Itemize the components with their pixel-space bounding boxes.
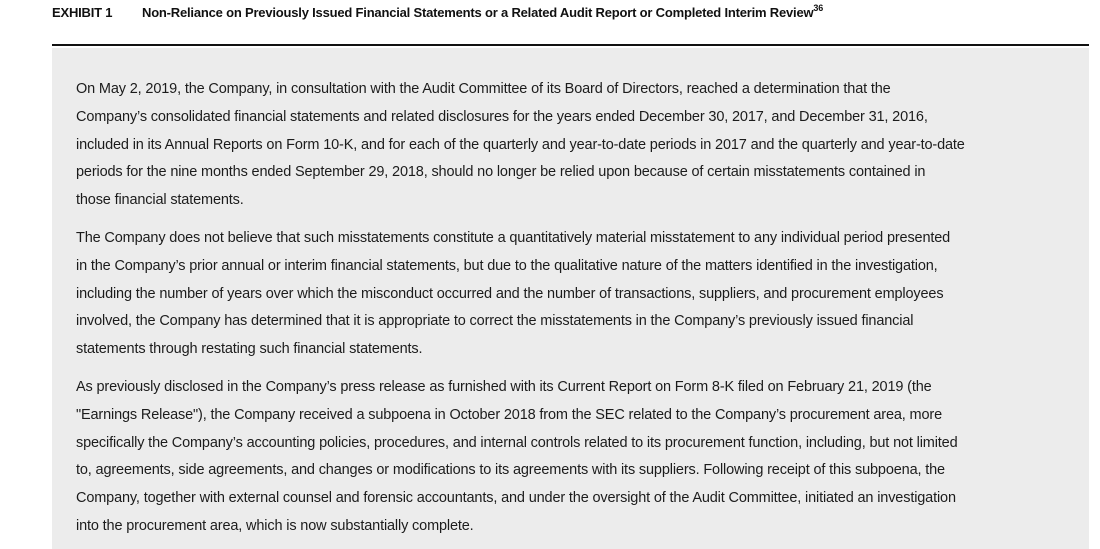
paragraph-line: those financial statements. xyxy=(76,192,244,209)
paragraph-line: "Earnings Release"), the Company received a subpoena in October 2018 from the SEC related to the Company’s procurement area, more xyxy=(76,406,942,423)
paragraph-line: The Company does not believe that such misstatements constitute a quantitatively material misstatement to any individual period presented xyxy=(76,229,951,246)
exhibit-body xyxy=(52,48,1089,549)
exhibit-title xyxy=(142,2,824,20)
paragraph-line: statements through restating such financial statements. xyxy=(76,341,423,358)
paragraph-1 xyxy=(76,76,1069,215)
paragraph-line: to, agreements, side agreements, and changes or modifications to its agreements with its suppliers. Following receipt of this subpoena, the xyxy=(76,462,945,479)
paragraph-line: involved, the Company has determined that it is appropriate to correct the misstatements in the Company’s previously issued financial xyxy=(76,313,914,330)
paragraph-line: As previously disclosed in the Company’s press release as furnished with its Current Report on Form 8-K filed on February 21, 2019 (the xyxy=(76,378,932,395)
paragraph-2 xyxy=(76,225,1069,364)
paragraph-line: including the number of years over which the misconduct occurred and the number of transactions, suppliers, and procurement employees xyxy=(76,285,944,302)
paragraph-line: into the procurement area, which is now substantially complete. xyxy=(76,517,474,534)
exhibit-label: EXHIBIT 1 xyxy=(52,5,113,20)
paragraph-line: Company, together with external counsel and forensic accountants, and under the oversight of the Audit Committee, initiated an investigation xyxy=(76,490,956,507)
exhibit-title-text: Non-Reliance on Previously Issued Financial Statements or a Related Audit Report or Completed Interim Review xyxy=(142,5,814,20)
exhibit-header xyxy=(52,0,1089,46)
paragraph-line: On May 2, 2019, the Company, in consultation with the Audit Committee of its Board of Directors, reached a determination that the xyxy=(76,81,891,97)
paragraph-line: specifically the Company’s accounting policies, procedures, and internal controls related to its procurement function, including, but not limited xyxy=(76,434,958,451)
paragraph-line: included in its Annual Reports on Form 10-K, and for each of the quarterly and year-to-date periods in 2017 and the quarterly and year-to-date xyxy=(76,136,965,153)
paragraph-line: periods for the nine months ended September 29, 2018, should no longer be relied upon because of certain misstatements contained in xyxy=(76,164,926,181)
footnote-reference[interactable]: 36 xyxy=(813,2,824,13)
paragraph-line: in the Company’s prior annual or interim financial statements, but due to the qualitative nature of the matters identified in the investigation, xyxy=(76,257,938,274)
paragraph-line: Company’s consolidated financial statements and related disclosures for the years ended December 30, 2017, and December 31, 2016, xyxy=(76,108,928,125)
paragraph-3 xyxy=(76,374,1069,541)
